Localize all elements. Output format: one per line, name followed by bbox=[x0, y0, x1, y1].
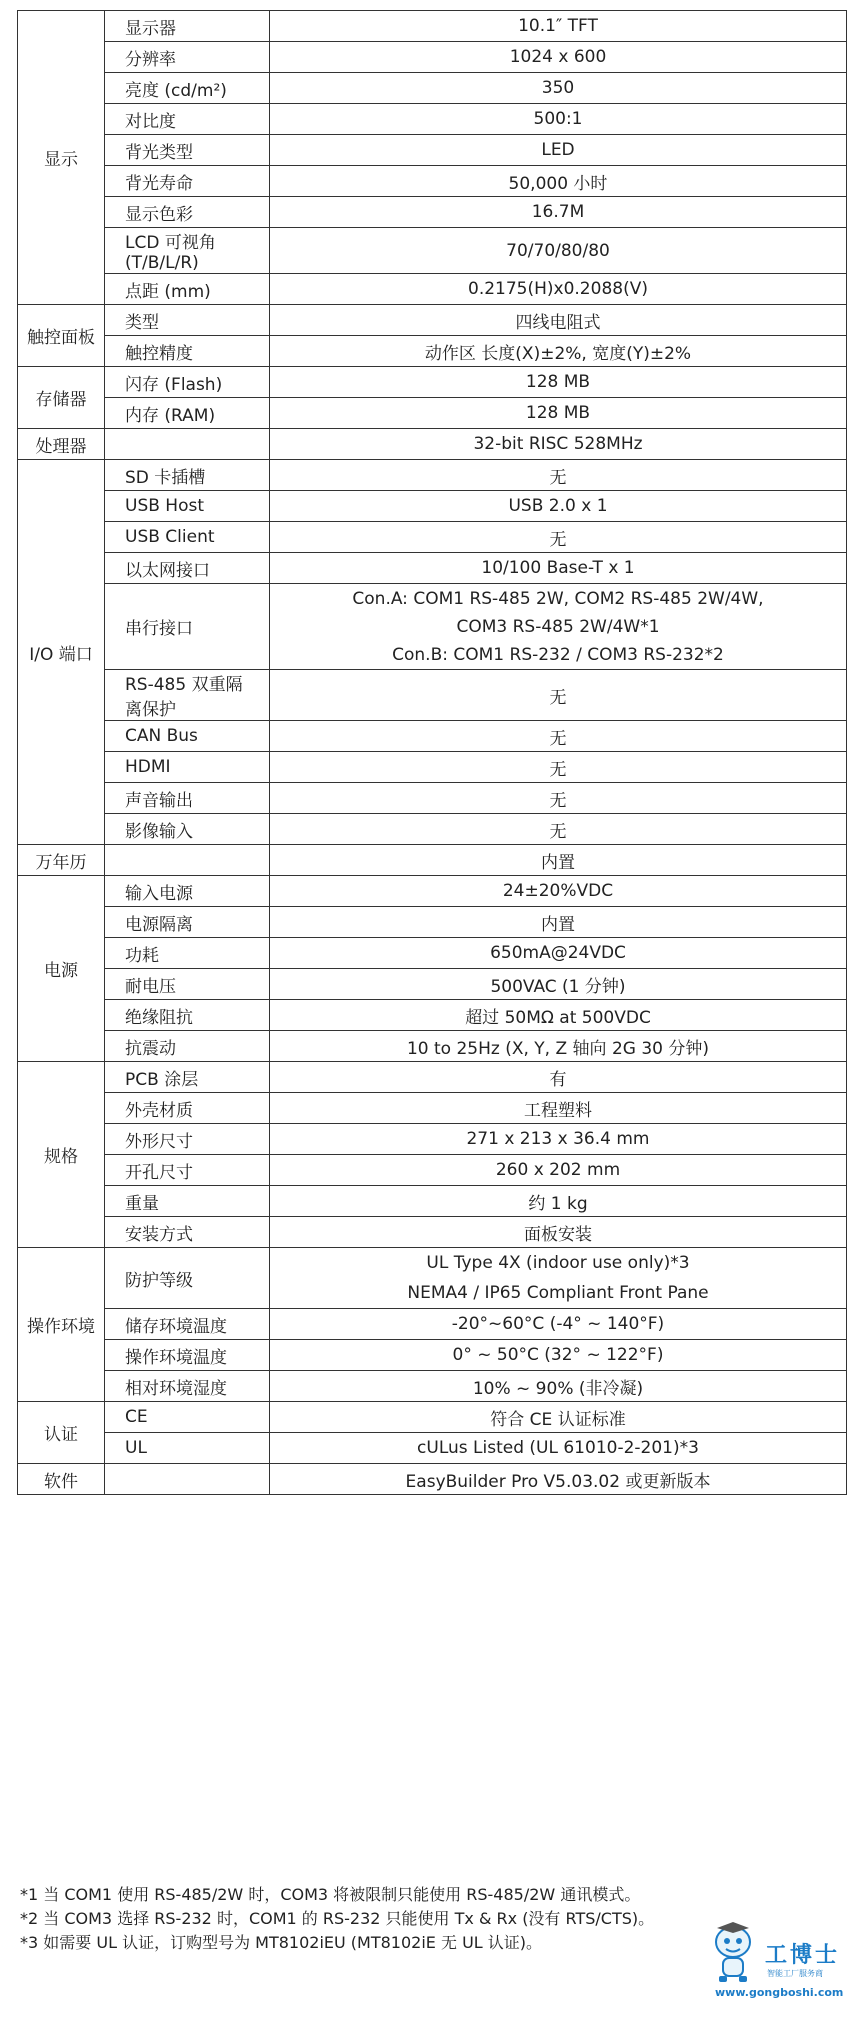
spec-value bbox=[270, 11, 847, 42]
spec-label: HDMI bbox=[105, 752, 270, 783]
spec-value-line: 无 bbox=[549, 790, 567, 811]
spec-value bbox=[270, 398, 847, 429]
spec-value bbox=[270, 429, 847, 460]
spec-value bbox=[270, 522, 847, 553]
table-row bbox=[18, 429, 847, 460]
table-row bbox=[18, 907, 847, 938]
spec-label bbox=[105, 845, 270, 876]
spec-value-line: 16.7M bbox=[531, 202, 585, 222]
spec-label: 防护等级 bbox=[105, 1248, 270, 1309]
spec-label: 功耗 bbox=[105, 938, 270, 969]
table-row bbox=[18, 938, 847, 969]
robot-mascot-icon bbox=[703, 1920, 763, 1986]
spec-label: 输入电源 bbox=[105, 876, 270, 907]
spec-label: 串行接口 bbox=[105, 584, 270, 670]
category-cell: 存储器 bbox=[18, 367, 105, 429]
spec-value-line: -20°~60°C (-4° ~ 140°F) bbox=[451, 1314, 665, 1334]
spec-value bbox=[270, 670, 847, 721]
spec-label bbox=[105, 429, 270, 460]
spec-label: 点距 (mm) bbox=[105, 274, 270, 305]
table-row bbox=[18, 73, 847, 104]
table-row bbox=[18, 166, 847, 197]
table-row bbox=[18, 670, 847, 721]
spec-value bbox=[270, 460, 847, 491]
spec-value-line: 面板安装 bbox=[524, 1224, 592, 1245]
spec-value-line: 约 1 kg bbox=[528, 1193, 588, 1214]
table-row bbox=[18, 1309, 847, 1340]
spec-label: USB Client bbox=[105, 522, 270, 553]
table-row bbox=[18, 1031, 847, 1062]
spec-value-line: 有 bbox=[549, 1069, 567, 1090]
spec-label: 外壳材质 bbox=[105, 1093, 270, 1124]
table-row bbox=[18, 1124, 847, 1155]
spec-value-line: 128 MB bbox=[525, 403, 591, 423]
brand-logo bbox=[703, 1920, 843, 2000]
spec-value-line: 动作区 长度(X)±2%, 宽度(Y)±2% bbox=[424, 343, 692, 364]
table-row bbox=[18, 783, 847, 814]
spec-value bbox=[270, 336, 847, 367]
spec-value-line: 271 x 213 x 36.4 mm bbox=[466, 1129, 650, 1149]
spec-label: USB Host bbox=[105, 491, 270, 522]
spec-value-line: 650mA@24VDC bbox=[490, 943, 626, 963]
spec-label: 闪存 (Flash) bbox=[105, 367, 270, 398]
table-row bbox=[18, 135, 847, 166]
category-cell: 操作环境 bbox=[18, 1248, 105, 1402]
spec-table bbox=[17, 10, 847, 1495]
spec-label: 储存环境温度 bbox=[105, 1309, 270, 1340]
spec-value-line: 0.2175(H)x0.2088(V) bbox=[468, 279, 648, 299]
spec-value-line: 260 x 202 mm bbox=[495, 1160, 621, 1180]
spec-value bbox=[270, 1433, 847, 1464]
spec-value bbox=[270, 1031, 847, 1062]
table-row bbox=[18, 336, 847, 367]
table-row bbox=[18, 721, 847, 752]
spec-value bbox=[270, 783, 847, 814]
spec-label: 电源隔离 bbox=[105, 907, 270, 938]
category-cell: 规格 bbox=[18, 1062, 105, 1248]
spec-value-line: 无 bbox=[549, 467, 567, 488]
spec-label: 重量 bbox=[105, 1186, 270, 1217]
spec-value bbox=[270, 584, 847, 670]
table-row bbox=[18, 1155, 847, 1186]
table-row bbox=[18, 584, 847, 670]
spec-label: 耐电压 bbox=[105, 969, 270, 1000]
spec-value-line: Con.A: COM1 RS-485 2W, COM2 RS-485 2W/4W, bbox=[352, 588, 764, 609]
spec-label: 内存 (RAM) bbox=[105, 398, 270, 429]
category-cell: 万年历 bbox=[18, 845, 105, 876]
spec-value-line: 32-bit RISC 528MHz bbox=[473, 434, 643, 454]
spec-label: 背光寿命 bbox=[105, 166, 270, 197]
spec-value bbox=[270, 367, 847, 398]
spec-value bbox=[270, 752, 847, 783]
spec-value-line: 350 bbox=[541, 78, 575, 98]
spec-label: 触控精度 bbox=[105, 336, 270, 367]
spec-value-line: 1024 x 600 bbox=[509, 47, 607, 67]
table-row bbox=[18, 969, 847, 1000]
spec-value-line: 四线电阻式 bbox=[515, 312, 601, 333]
spec-value bbox=[270, 166, 847, 197]
table-row bbox=[18, 553, 847, 584]
spec-label: 安装方式 bbox=[105, 1217, 270, 1248]
spec-value-line: 10/100 Base-T x 1 bbox=[481, 558, 635, 578]
table-row bbox=[18, 104, 847, 135]
footnotes bbox=[20, 1883, 654, 1955]
spec-label: 抗震动 bbox=[105, 1031, 270, 1062]
spec-label: 操作环境温度 bbox=[105, 1340, 270, 1371]
spec-value-line: 工程塑料 bbox=[524, 1100, 592, 1121]
spec-value bbox=[270, 197, 847, 228]
spec-value bbox=[270, 42, 847, 73]
spec-value bbox=[270, 1340, 847, 1371]
table-row bbox=[18, 11, 847, 42]
table-row bbox=[18, 491, 847, 522]
spec-value-line: 70/70/80/80 bbox=[506, 240, 610, 261]
spec-value bbox=[270, 73, 847, 104]
spec-label: 类型 bbox=[105, 305, 270, 336]
category-cell: 触控面板 bbox=[18, 305, 105, 367]
spec-value bbox=[270, 135, 847, 166]
spec-value-line: 500VAC (1 分钟) bbox=[490, 976, 626, 997]
spec-value-line: 50,000 小时 bbox=[508, 173, 608, 194]
category-cell: 电源 bbox=[18, 876, 105, 1062]
footnote-1: *1 当 COM1 使用 RS-485/2W 时，COM3 将被限制只能使用 RS-485/2W 通讯模式。 bbox=[20, 1885, 641, 1904]
table-row bbox=[18, 1186, 847, 1217]
spec-value bbox=[270, 1464, 847, 1495]
spec-value bbox=[270, 1248, 847, 1309]
spec-value bbox=[270, 1371, 847, 1402]
logo-name: 工博士 bbox=[765, 1942, 841, 1968]
spec-value-line: 无 bbox=[549, 759, 567, 780]
spec-value-line: 10 to 25Hz (X, Y, Z 轴向 2G 30 分钟) bbox=[406, 1038, 710, 1059]
spec-value-line: USB 2.0 x 1 bbox=[508, 496, 608, 516]
spec-label: 对比度 bbox=[105, 104, 270, 135]
spec-value-line: 无 bbox=[549, 687, 567, 708]
spec-value bbox=[270, 845, 847, 876]
spec-label: 开孔尺寸 bbox=[105, 1155, 270, 1186]
spec-value-line: EasyBuilder Pro V5.03.02 或更新版本 bbox=[405, 1471, 711, 1492]
spec-value bbox=[270, 104, 847, 135]
spec-value bbox=[270, 1062, 847, 1093]
spec-label: 分辨率 bbox=[105, 42, 270, 73]
spec-value bbox=[270, 1186, 847, 1217]
spec-value bbox=[270, 1000, 847, 1031]
spec-value-line: 0° ~ 50°C (32° ~ 122°F) bbox=[452, 1345, 664, 1365]
spec-value bbox=[270, 814, 847, 845]
spec-label: RS-485 双重隔离保护 bbox=[105, 670, 270, 721]
category-cell: 处理器 bbox=[18, 429, 105, 460]
table-row bbox=[18, 1000, 847, 1031]
table-row bbox=[18, 876, 847, 907]
table-row bbox=[18, 1433, 847, 1464]
spec-value bbox=[270, 1124, 847, 1155]
category-cell: 认证 bbox=[18, 1402, 105, 1464]
table-row bbox=[18, 752, 847, 783]
table-row bbox=[18, 522, 847, 553]
spec-value bbox=[270, 907, 847, 938]
spec-value bbox=[270, 553, 847, 584]
spec-value-line: 10% ~ 90% (非冷凝) bbox=[472, 1378, 644, 1399]
spec-value-line: 内置 bbox=[541, 852, 575, 873]
logo-tagline: 智能工厂服务商 bbox=[767, 1969, 823, 1978]
table-row bbox=[18, 42, 847, 73]
table-row bbox=[18, 1340, 847, 1371]
footnote-3: *3 如需要 UL 认证，订购型号为 MT8102iEU (MT8102iE 无 UL 认证)。 bbox=[20, 1933, 543, 1952]
table-row bbox=[18, 460, 847, 491]
table-row bbox=[18, 845, 847, 876]
spec-value-line: 无 bbox=[549, 728, 567, 749]
table-row bbox=[18, 274, 847, 305]
table-row bbox=[18, 1217, 847, 1248]
table-row bbox=[18, 398, 847, 429]
spec-label: 相对环境湿度 bbox=[105, 1371, 270, 1402]
spec-label: 亮度 (cd/m²) bbox=[105, 73, 270, 104]
spec-value bbox=[270, 938, 847, 969]
spec-label bbox=[105, 1464, 270, 1495]
spec-value-line: 内置 bbox=[541, 914, 575, 935]
spec-value bbox=[270, 491, 847, 522]
spec-label: CAN Bus bbox=[105, 721, 270, 752]
table-row bbox=[18, 1248, 847, 1309]
spec-value bbox=[270, 1155, 847, 1186]
spec-value-line: UL Type 4X (indoor use only)*3 bbox=[426, 1253, 690, 1273]
spec-value bbox=[270, 876, 847, 907]
spec-value bbox=[270, 1402, 847, 1433]
table-row bbox=[18, 367, 847, 398]
spec-value bbox=[270, 305, 847, 336]
spec-value-line: 超过 50MΩ at 500VDC bbox=[465, 1007, 651, 1028]
table-row bbox=[18, 1062, 847, 1093]
spec-label: 显示器 bbox=[105, 11, 270, 42]
spec-value-line: 无 bbox=[549, 821, 567, 842]
spec-value-line: 24±20%VDC bbox=[502, 881, 614, 901]
spec-value-line: 无 bbox=[549, 529, 567, 550]
spec-label: 绝缘阻抗 bbox=[105, 1000, 270, 1031]
spec-value bbox=[270, 969, 847, 1000]
category-cell: 显示 bbox=[18, 11, 105, 305]
table-row bbox=[18, 1371, 847, 1402]
spec-label: 显示色彩 bbox=[105, 197, 270, 228]
spec-label: 声音输出 bbox=[105, 783, 270, 814]
spec-value-line: 128 MB bbox=[525, 372, 591, 392]
spec-value-line: COM3 RS-485 2W/4W*1 bbox=[456, 616, 660, 637]
spec-value bbox=[270, 1217, 847, 1248]
logo-url: www.gongboshi.com bbox=[715, 1986, 844, 1999]
spec-value bbox=[270, 274, 847, 305]
spec-label: 背光类型 bbox=[105, 135, 270, 166]
spec-label: 以太网接口 bbox=[105, 553, 270, 584]
table-row bbox=[18, 305, 847, 336]
spec-value bbox=[270, 1093, 847, 1124]
spec-value-line: LED bbox=[541, 140, 575, 160]
footnote-2: *2 当 COM3 选择 RS-232 时，COM1 的 RS-232 只能使用 Tx & Rx (没有 RTS/CTS)。 bbox=[20, 1909, 655, 1928]
category-cell: I/O 端口 bbox=[18, 460, 105, 845]
spec-label: UL bbox=[105, 1433, 270, 1464]
spec-label: LCD 可视角 (T/B/L/R) bbox=[105, 228, 270, 274]
spec-label: PCB 涂层 bbox=[105, 1062, 270, 1093]
spec-value bbox=[270, 228, 847, 274]
spec-value bbox=[270, 1309, 847, 1340]
spec-value-line: NEMA4 / IP65 Compliant Front Pane bbox=[407, 1283, 709, 1303]
category-cell: 软件 bbox=[18, 1464, 105, 1495]
table-row bbox=[18, 197, 847, 228]
table-row bbox=[18, 1093, 847, 1124]
table-row bbox=[18, 1402, 847, 1433]
spec-value bbox=[270, 721, 847, 752]
spec-value-line: cULus Listed (UL 61010-2-201)*3 bbox=[417, 1438, 699, 1458]
table-row bbox=[18, 814, 847, 845]
table-row bbox=[18, 228, 847, 274]
spec-value-line: 10.1″ TFT bbox=[518, 16, 598, 36]
spec-label: 影像输入 bbox=[105, 814, 270, 845]
spec-label: SD 卡插槽 bbox=[105, 460, 270, 491]
table-row bbox=[18, 1464, 847, 1495]
spec-label: CE bbox=[105, 1402, 270, 1433]
spec-label: 外形尺寸 bbox=[105, 1124, 270, 1155]
spec-value-line: 符合 CE 认证标准 bbox=[490, 1409, 626, 1430]
spec-value-line: Con.B: COM1 RS-232 / COM3 RS-232*2 bbox=[392, 644, 724, 665]
spec-value-line: 500:1 bbox=[533, 109, 583, 129]
